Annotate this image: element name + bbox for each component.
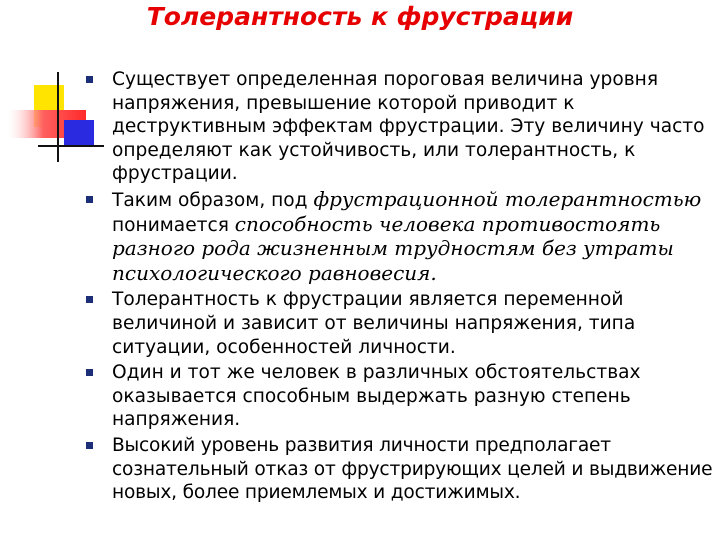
bullet-item-circumstances (84, 361, 716, 432)
square-bullet-icon (86, 369, 93, 376)
bullet-text: Таким образом, под (112, 189, 314, 211)
page-title: Толерантность к фрустрации (146, 2, 574, 31)
bullet-item-definition (84, 188, 716, 286)
square-bullet-icon (86, 76, 93, 83)
term-frustration-tolerance: фрустрационной толерантностью (313, 186, 702, 211)
definition-emphasis: способность человека противостоять разного рода жизненным трудностям без утраты психологического равновесия. (112, 211, 674, 285)
bullet-item-threshold (84, 68, 716, 186)
bullet-item-variable (84, 288, 716, 359)
bullet-text: Существует определенная пороговая величина уровня напряжения, превышение которой приводит к деструктивным эффектам фрустрации. Эту величину часто определяют как устойчивость, или толерантность, к фрустрации. (112, 69, 705, 185)
bullet-item-personality-development (84, 434, 716, 505)
square-bullet-icon (86, 296, 93, 303)
square-bullet-icon (86, 196, 93, 203)
square-bullet-icon (86, 442, 93, 449)
bullet-text: Толерантность к фрустрации является переменной величиной и зависит от величины напряжения, типа ситуации, особенностей личности. (112, 289, 636, 358)
bullet-text: Один и тот же человек в различных обстоятельствах оказывается способным выдержать разную степень напряжения. (112, 362, 641, 431)
bullet-text: Высокий уровень развития личности предполагает сознательный отказ от фрустрирующих целей и выдвижение новых, более приемлемых и достижимых. (112, 434, 713, 504)
bullet-list (84, 68, 716, 507)
bullet-text: понимается (112, 214, 235, 236)
